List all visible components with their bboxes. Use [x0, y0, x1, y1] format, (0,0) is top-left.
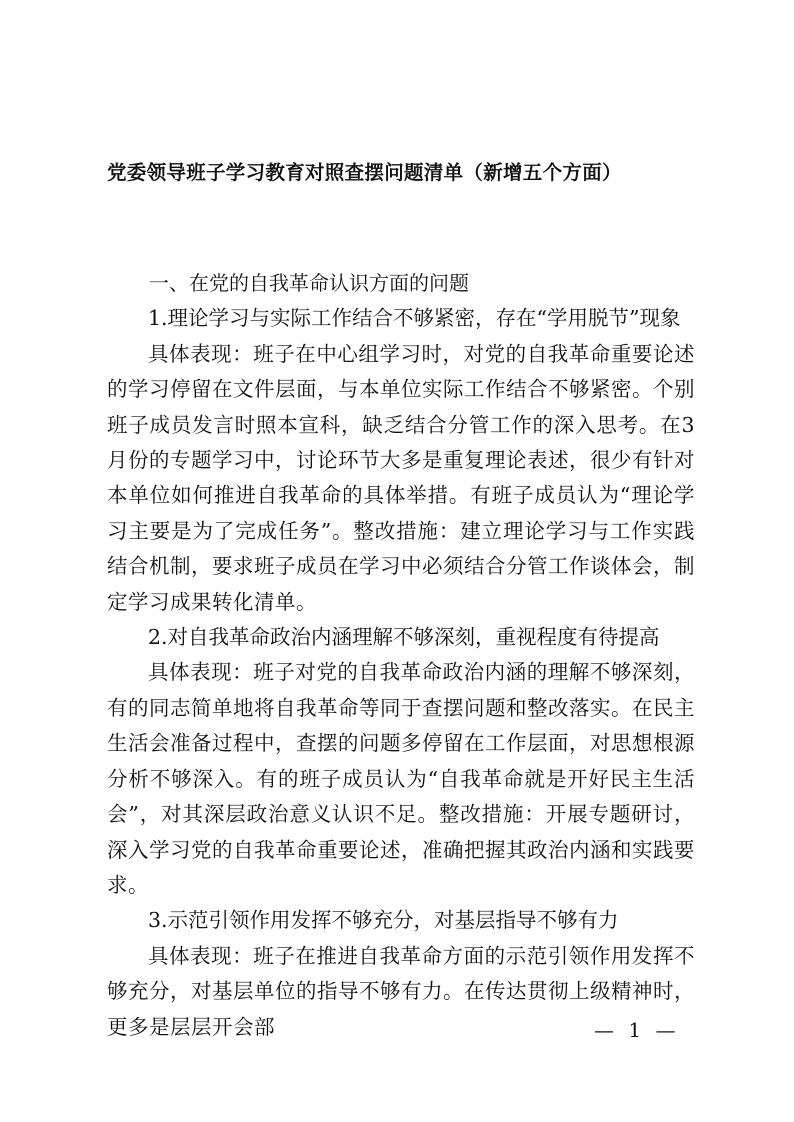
- item-title-3: 3.示范引领作用发挥不够充分，对基层指导不够有力: [148, 908, 619, 933]
- item-body-1: 具体表现：班子在中心组学习时，对党的自我革命重要论述的学习停留在文件层面，与本单位实际工作结合不够紧密。个别班子成员发言时照本宣科，缺乏结合分管工作的深入思考。在3月份的专题学习中，讨论环节大多是重复理论表述，很少有针对本单位如何推进自我革命的具体举措。有班子成员认为“理论学习主要是为了完成任务”。整改措施：建立理论学习与工作实践结合机制，要求班子成员在学习中必须结合分管工作谈体会，制定学习成果转化清单。: [107, 341, 695, 614]
- item-body-2: 具体表现：班子对党的自我革命政治内涵的理解不够深刻，有的同志简单地将自我革命等同于查摆问题和整改落实。在民主生活会准备过程中，查摆的问题多停留在工作层面，对思想根源分析不够深入。有的班子成员认为“自我革命就是开好民主生活会”，对其深层政治意义认识不足。整改措施：开展专题研讨，深入学习党的自我革命重要论述，准确把握其政治内涵和实践要求。: [107, 660, 695, 897]
- item-body-3: 具体表现：班子在推进自我革命方面的示范引领作用发挥不够充分，对基层单位的指导不够有力。在传达贯彻上级精神时，更多是层层开会部: [107, 943, 695, 1039]
- page-number: — 1 —: [594, 1018, 680, 1042]
- item-title-1: 1.理论学习与实际工作结合不够紧密，存在“学用脱节”现象: [148, 306, 681, 331]
- section-heading: 一、在党的自我革命认识方面的问题: [149, 271, 469, 295]
- document-body: [107, 266, 695, 1045]
- document-title: 党委领导班子学习教育对照查摆问题清单（新增五个方面）: [107, 161, 622, 184]
- item-title-2: 2.对自我革命政治内涵理解不够深刻，重视程度有待提高: [148, 625, 660, 650]
